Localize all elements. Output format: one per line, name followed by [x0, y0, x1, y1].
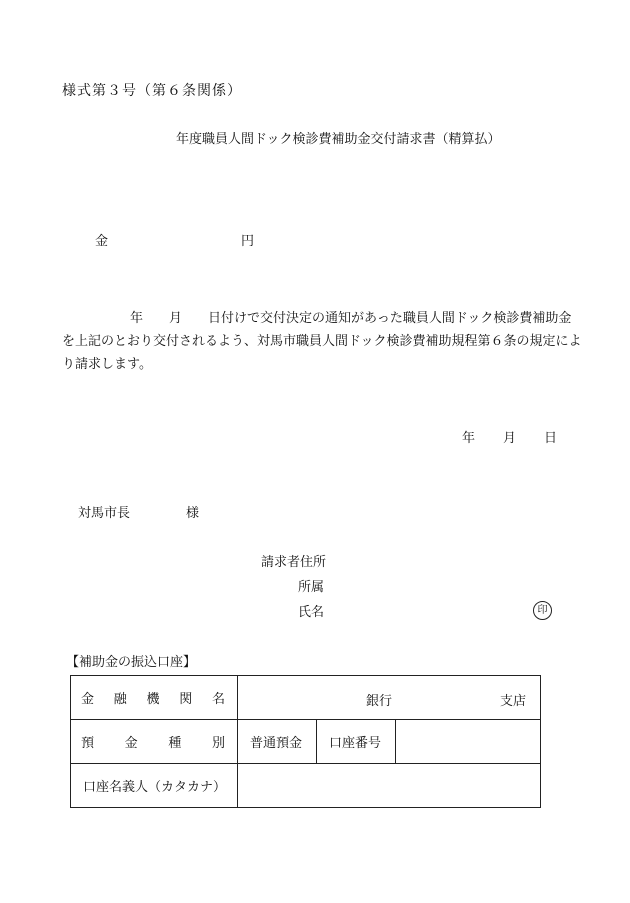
- type-label: [71, 732, 237, 751]
- type-label-char: 別: [211, 736, 225, 751]
- bank-label-char: 融: [113, 692, 127, 707]
- bank-label: [71, 688, 237, 707]
- requester-address-label: 請求者住所: [261, 555, 327, 570]
- date-month: 月: [503, 431, 517, 446]
- request-paragraph: [62, 307, 582, 376]
- holder-input-cell: [238, 764, 541, 808]
- branch-suffix: 支店: [500, 694, 527, 709]
- seal-mark: 印: [533, 601, 552, 620]
- body-rest: 金を上記のとおり交付されるよう、対馬市職員人間ドック検診費補助規程第６条の規定により請求します。: [62, 311, 582, 372]
- requester-name-label: 氏名: [298, 605, 325, 620]
- table-row-bank: [71, 676, 541, 720]
- account-number-label-cell: 口座番号: [317, 720, 396, 764]
- document-title: 年度職員人間ドック検診費補助金交付請求書（精算払）: [176, 132, 501, 147]
- addressee-name: 対馬市長: [78, 506, 131, 521]
- bank-label-char: 機: [146, 692, 160, 707]
- body-year: 年: [130, 311, 144, 326]
- table-row-type: [71, 720, 541, 764]
- account-number-input-cell: [396, 720, 541, 764]
- holder-label-cell: 口座名義人（カタカナ）: [71, 764, 238, 808]
- bank-input-cell: [238, 676, 541, 720]
- date-day: 日: [544, 431, 558, 446]
- date-year: 年: [462, 431, 476, 446]
- bank-label-cell: [71, 676, 238, 720]
- table-row-holder: [71, 764, 541, 808]
- addressee-honorific: 様: [186, 506, 200, 521]
- amount-suffix: 円: [241, 234, 255, 249]
- bank-label-char: 金: [81, 692, 95, 707]
- body-month: 月: [169, 311, 183, 326]
- type-label-char: 金: [124, 736, 138, 751]
- requester-affiliation-label: 所属: [298, 580, 325, 595]
- deposit-type-cell: 普通預金: [238, 720, 317, 764]
- addressee: [78, 507, 199, 520]
- form-number: 様式第３号（第６条関係）: [62, 83, 242, 99]
- body-line1: 日付けで交付決定の通知があった職員人間ドック検診費補助: [208, 311, 559, 326]
- type-label-cell: [71, 720, 238, 764]
- bank-account-table: [70, 675, 541, 808]
- account-heading: 【補助金の振込口座】: [66, 655, 197, 670]
- type-label-char: 預: [81, 736, 95, 751]
- amount-prefix: 金: [95, 234, 109, 249]
- request-date: [462, 432, 557, 445]
- bank-label-char: 名: [211, 692, 225, 707]
- type-label-char: 種: [168, 736, 182, 751]
- bank-label-char: 関: [179, 692, 193, 707]
- bank-suffix: 銀行: [366, 694, 393, 709]
